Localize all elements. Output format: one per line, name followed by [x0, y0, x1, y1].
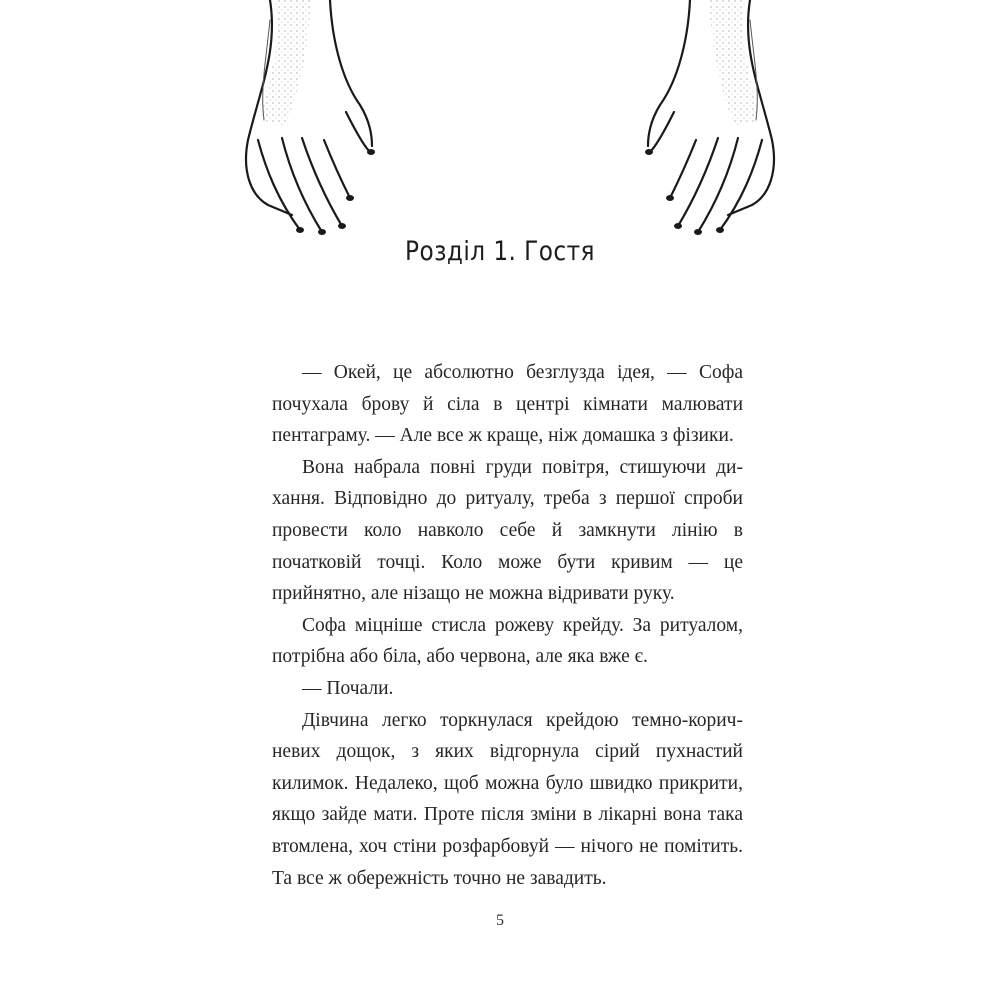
paragraph-3: Софа міцніше стисла рожеву крейду. За ритуалом, потрібна або біла, або червона, але яка вже є.: [272, 614, 743, 668]
page-number: 5: [496, 912, 504, 929]
reaching-hands-icon: [230, 0, 790, 250]
chapter-title: Розділ 1. Гостя: [405, 236, 595, 267]
paragraph-4: — Почали.: [302, 677, 394, 699]
paragraph-2: Вона набрала повні груди повітря, стишуючи дихання. Відповідно до ритуалу, треба з першої спроби провести коло навколо себе й замкнути лінію в початковій точці. Коло може бути кривим — це прийнятно, але нізащо не можна відривати руку.: [272, 456, 743, 605]
right-hand-nails: [645, 149, 724, 235]
paragraph-5: Дівчина легко торкнулася крейдою темно-коричневих дощок, з яких відгорнула сірий пухнастий килимок. Недалеко, щоб можна було швидко прикрити, якщо зайде мати. Проте після зміни в лікарні вона така втомлена, хоч стіни розфарбовуй — нічого не помітить. Та все ж обережність точно не завадить.: [272, 709, 743, 889]
chapter-body: [272, 357, 743, 894]
paragraph-1: — Окей, це абсолютно безглузда ідея, — Софа почухала брову й сіла в центрі кімнати малювати пентаграму. — Але все ж краще, ніж домашка з фізики.: [272, 362, 743, 447]
left-hand-nails: [296, 149, 375, 235]
